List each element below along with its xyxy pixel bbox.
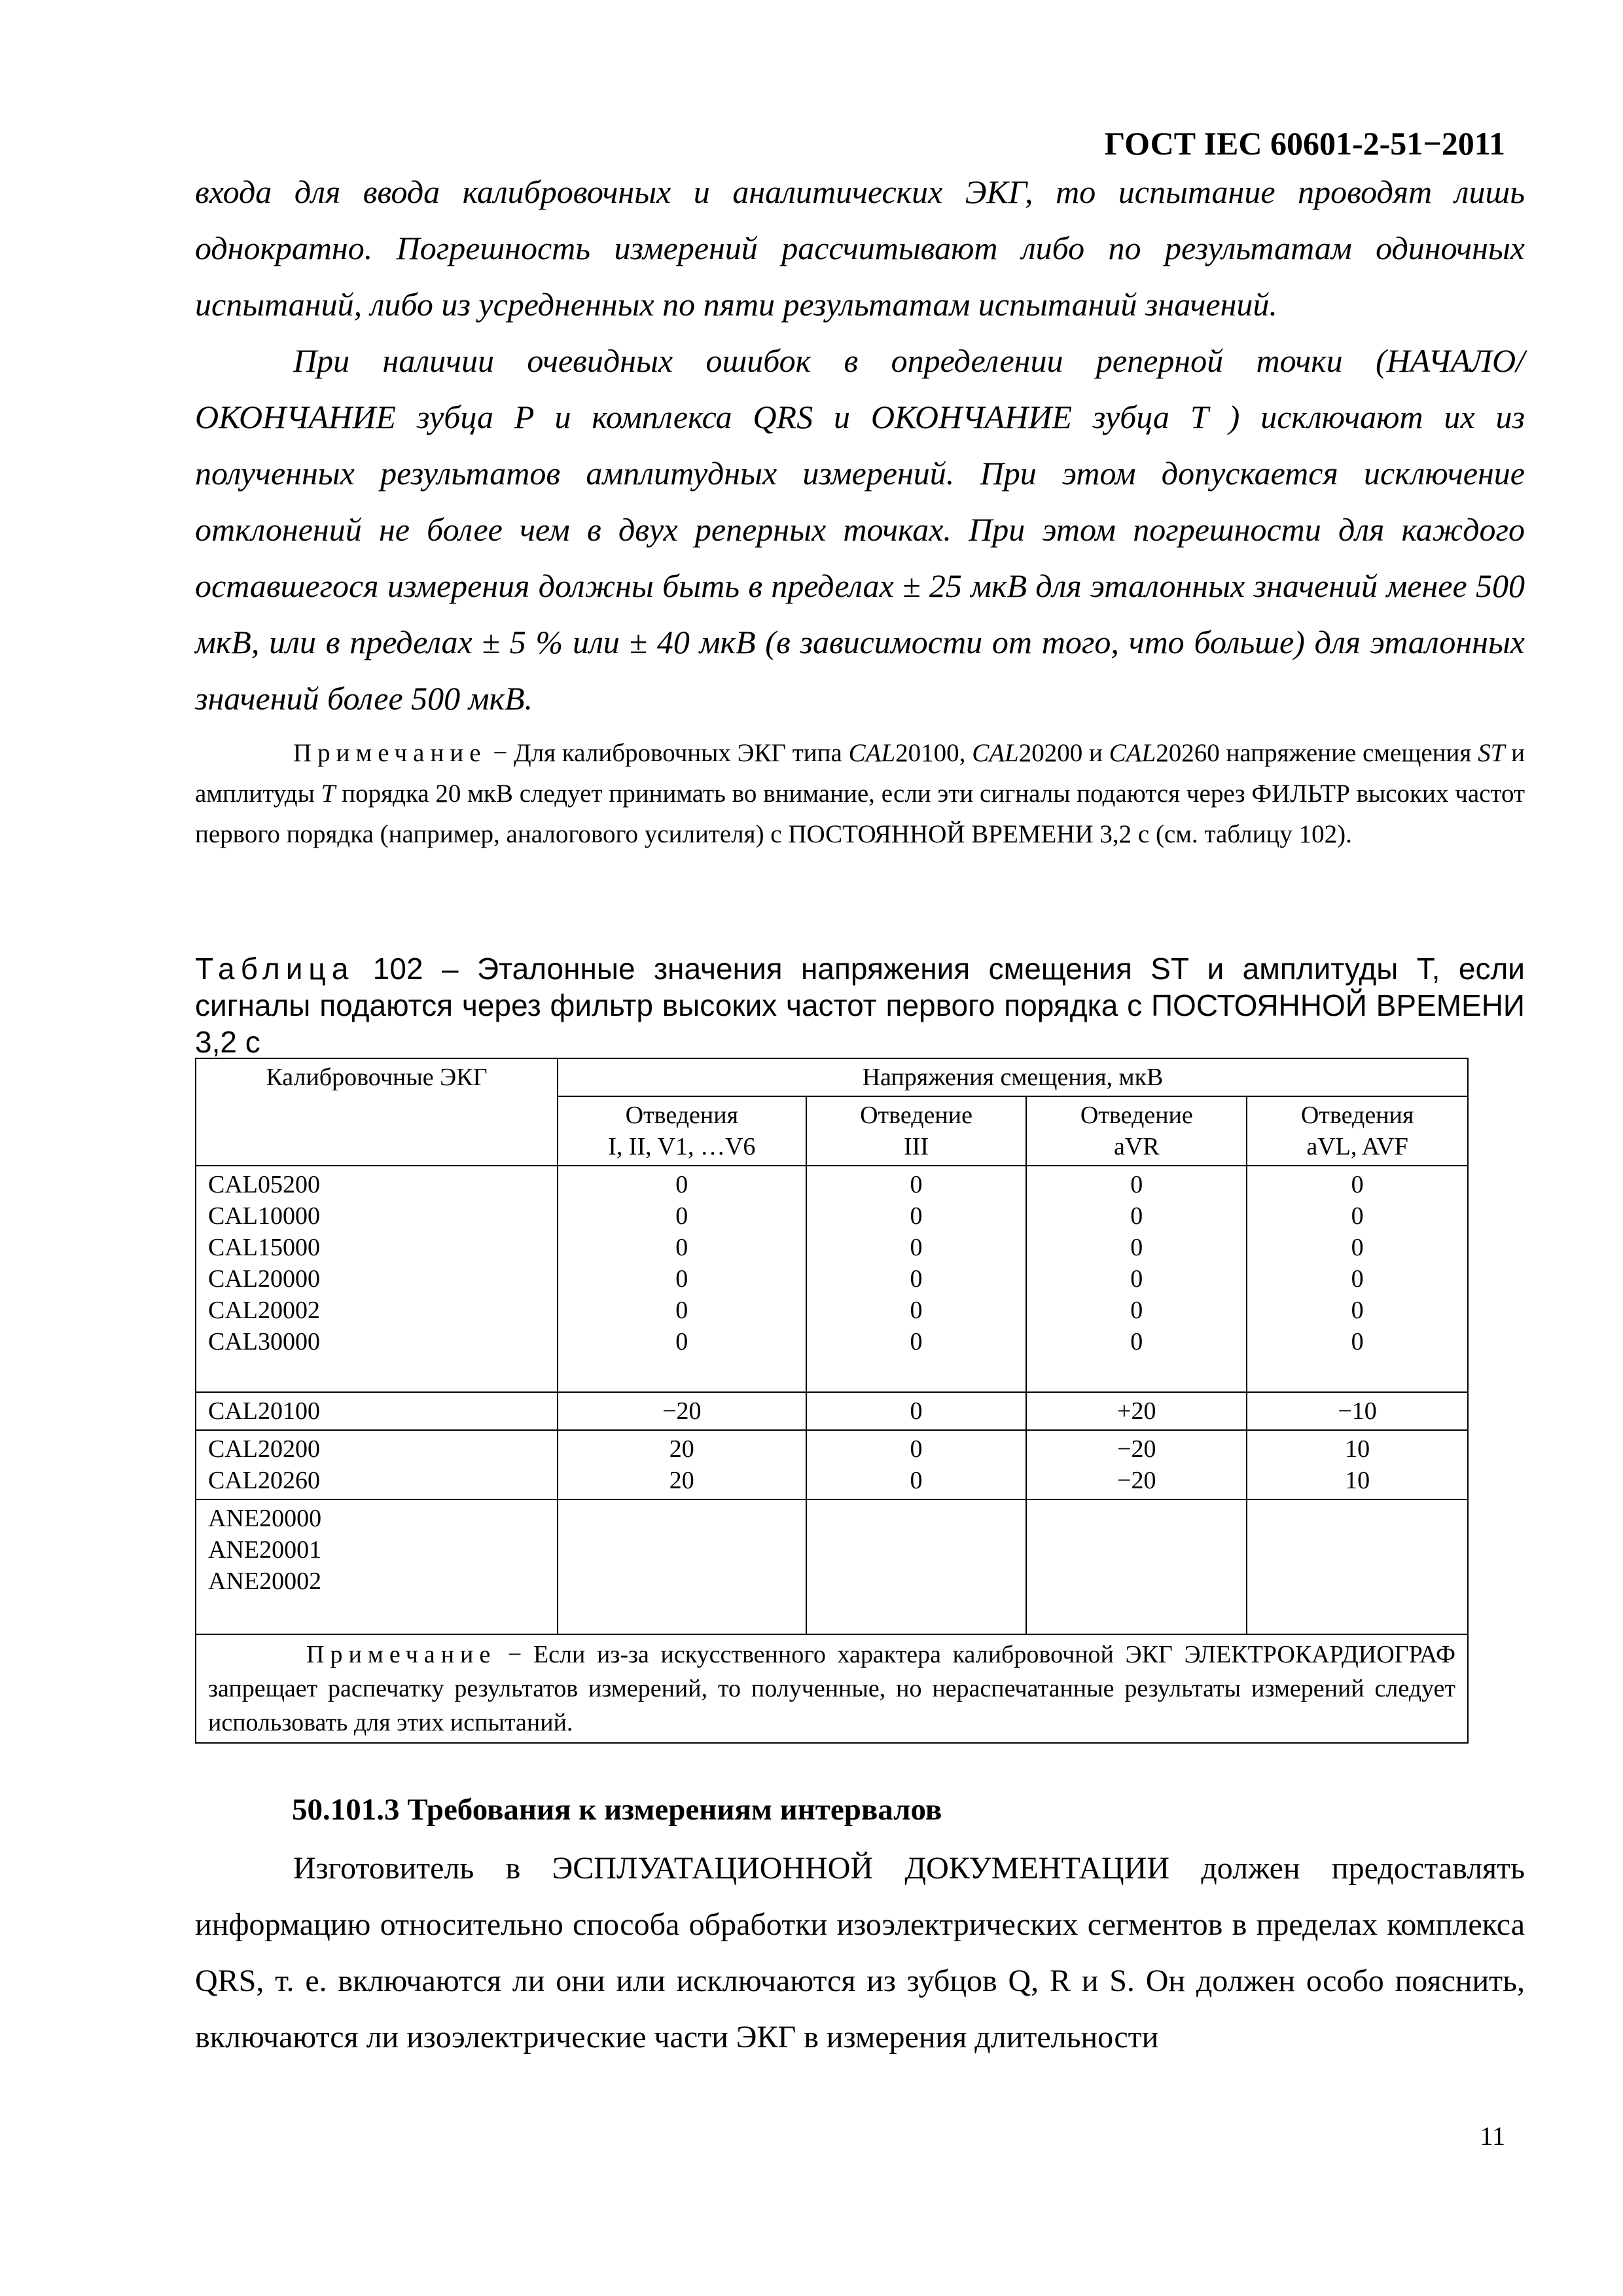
intro-text bbox=[195, 164, 1525, 726]
table-cell: 0 0 0 0 0 0 bbox=[1247, 1166, 1468, 1392]
subheader-lead-3: Отведение III bbox=[806, 1096, 1027, 1166]
table-cell: 0 bbox=[806, 1392, 1027, 1430]
table-note-row bbox=[196, 1634, 1468, 1743]
row-names: CAL05200 CAL10000 CAL15000 CAL20000 CAL20002 CAL30000 bbox=[196, 1166, 558, 1392]
subheader-leads-1: Отведения I, II, V1, …V6 bbox=[558, 1096, 806, 1166]
table-cell: −20 −20 bbox=[1026, 1430, 1247, 1499]
note-1 bbox=[195, 733, 1525, 855]
table-cell: 0 0 bbox=[806, 1430, 1027, 1499]
row-names: ANE20000 ANE20001 ANE20002 bbox=[196, 1499, 558, 1634]
intro-paragraph-2: При наличии очевидных ошибок в определении реперной точки (НАЧАЛО/ОКОНЧАНИЕ зубца P и комплекса QRS и ОКОНЧАНИЕ зубца T ) исключают их из полученных результатов амплитудных измерений. При этом допускается исключение отклонений не более чем в двух реперных точках. При этом погрешности для каждого оставшегося измерения должны быть в пределах ± 25 мкВ для эталонных значений менее 500 мкВ, или в пределах ± 5 % или ± 40 мкВ (в зависимости от того, что больше) для эталонных значений более 500 мкВ. bbox=[195, 342, 1525, 717]
table-note: Примечание − Если из-за искусственного характера калибровочной ЭКГ ЭЛЕКТРОКАРДИОГРАФ запрещает распечатку результатов измерений, то полученные, но нераспечатанные результаты измерений следует использовать для этих испытаний. bbox=[196, 1634, 1468, 1743]
table-cell: −10 bbox=[1247, 1392, 1468, 1430]
table-cell bbox=[1247, 1499, 1468, 1634]
table-header-row bbox=[196, 1058, 1468, 1096]
table-cell: 0 0 0 0 0 0 bbox=[1026, 1166, 1247, 1392]
page-number: 11 bbox=[1480, 2121, 1505, 2151]
row-name: CAL20100 bbox=[196, 1392, 558, 1430]
table-row-group-4 bbox=[196, 1499, 1468, 1634]
table-row-cal20100 bbox=[196, 1392, 1468, 1430]
table-cell: 20 20 bbox=[558, 1430, 806, 1499]
col-header-offset-voltage: Напряжения смещения, мкВ bbox=[558, 1058, 1468, 1096]
table-cell: 0 0 0 0 0 0 bbox=[558, 1166, 806, 1392]
table-cell: −20 bbox=[558, 1392, 806, 1430]
table-row-group-3 bbox=[196, 1430, 1468, 1499]
table-caption: Таблица 102 – Эталонные значения напряжения смещения ST и амплитуды T, если сигналы подаются через фильтр высоких частот первого порядка с ПОСТОЯННОЙ ВРЕМЕНИ 3,2 с bbox=[195, 952, 1525, 1059]
section-paragraph: Изготовитель в ЭСПЛУАТАЦИОННОЙ ДОКУМЕНТАЦИИ должен предоставлять информацию относительно способа обработки изоэлектрических сегментов в пределах комплекса QRS, т. е. включаются ли они или исключаются из зубцов Q, R и S. Он должен особо пояснить, включаются ли изоэлектрические части ЭКГ в измерения длительности bbox=[195, 1851, 1525, 2054]
table-102 bbox=[195, 1058, 1469, 1744]
intro-paragraph-1: входа для ввода калибровочных и аналитических ЭКГ, то испытание проводят лишь однократно. Погрешность измерений рассчитывают либо по результатам одиночных испытаний, либо из усредненных по пяти результатам испытаний значений. bbox=[195, 173, 1525, 323]
subheader-lead-avr: Отведение aVR bbox=[1026, 1096, 1247, 1166]
subheader-leads-avl-avf: Отведения aVL, AVF bbox=[1247, 1096, 1468, 1166]
row-names: CAL20200 CAL20260 bbox=[196, 1430, 558, 1499]
table-cell bbox=[806, 1499, 1027, 1634]
table-cell bbox=[1026, 1499, 1247, 1634]
table-row-group-1 bbox=[196, 1166, 1468, 1392]
table-cell: 10 10 bbox=[1247, 1430, 1468, 1499]
col-header-cal-ecg: Калибровочные ЭКГ bbox=[196, 1058, 558, 1166]
table-cell: 0 0 0 0 0 0 bbox=[806, 1166, 1027, 1392]
note-1-text: Примечание − Для калибровочных ЭКГ типа CAL20100, CAL20200 и CAL20260 напряжение смещения ST и амплитуды T порядка 20 мкВ следует принимать во внимание, если эти сигналы подаются через ФИЛЬТР высоких частот первого порядка (например, аналогового усилителя) с ПОСТОЯННОЙ ВРЕМЕНИ 3,2 с (см. таблицу 102). bbox=[195, 739, 1525, 848]
note-1-label: Примечание bbox=[293, 739, 487, 767]
table-cell bbox=[558, 1499, 806, 1634]
table-cell: +20 bbox=[1026, 1392, 1247, 1430]
section-heading: 50.101.3 Требования к измерениям интервалов bbox=[292, 1793, 942, 1827]
standard-header: ГОСТ IEC 60601-2-51−2011 bbox=[1104, 125, 1505, 162]
section-body bbox=[195, 1840, 1525, 2066]
